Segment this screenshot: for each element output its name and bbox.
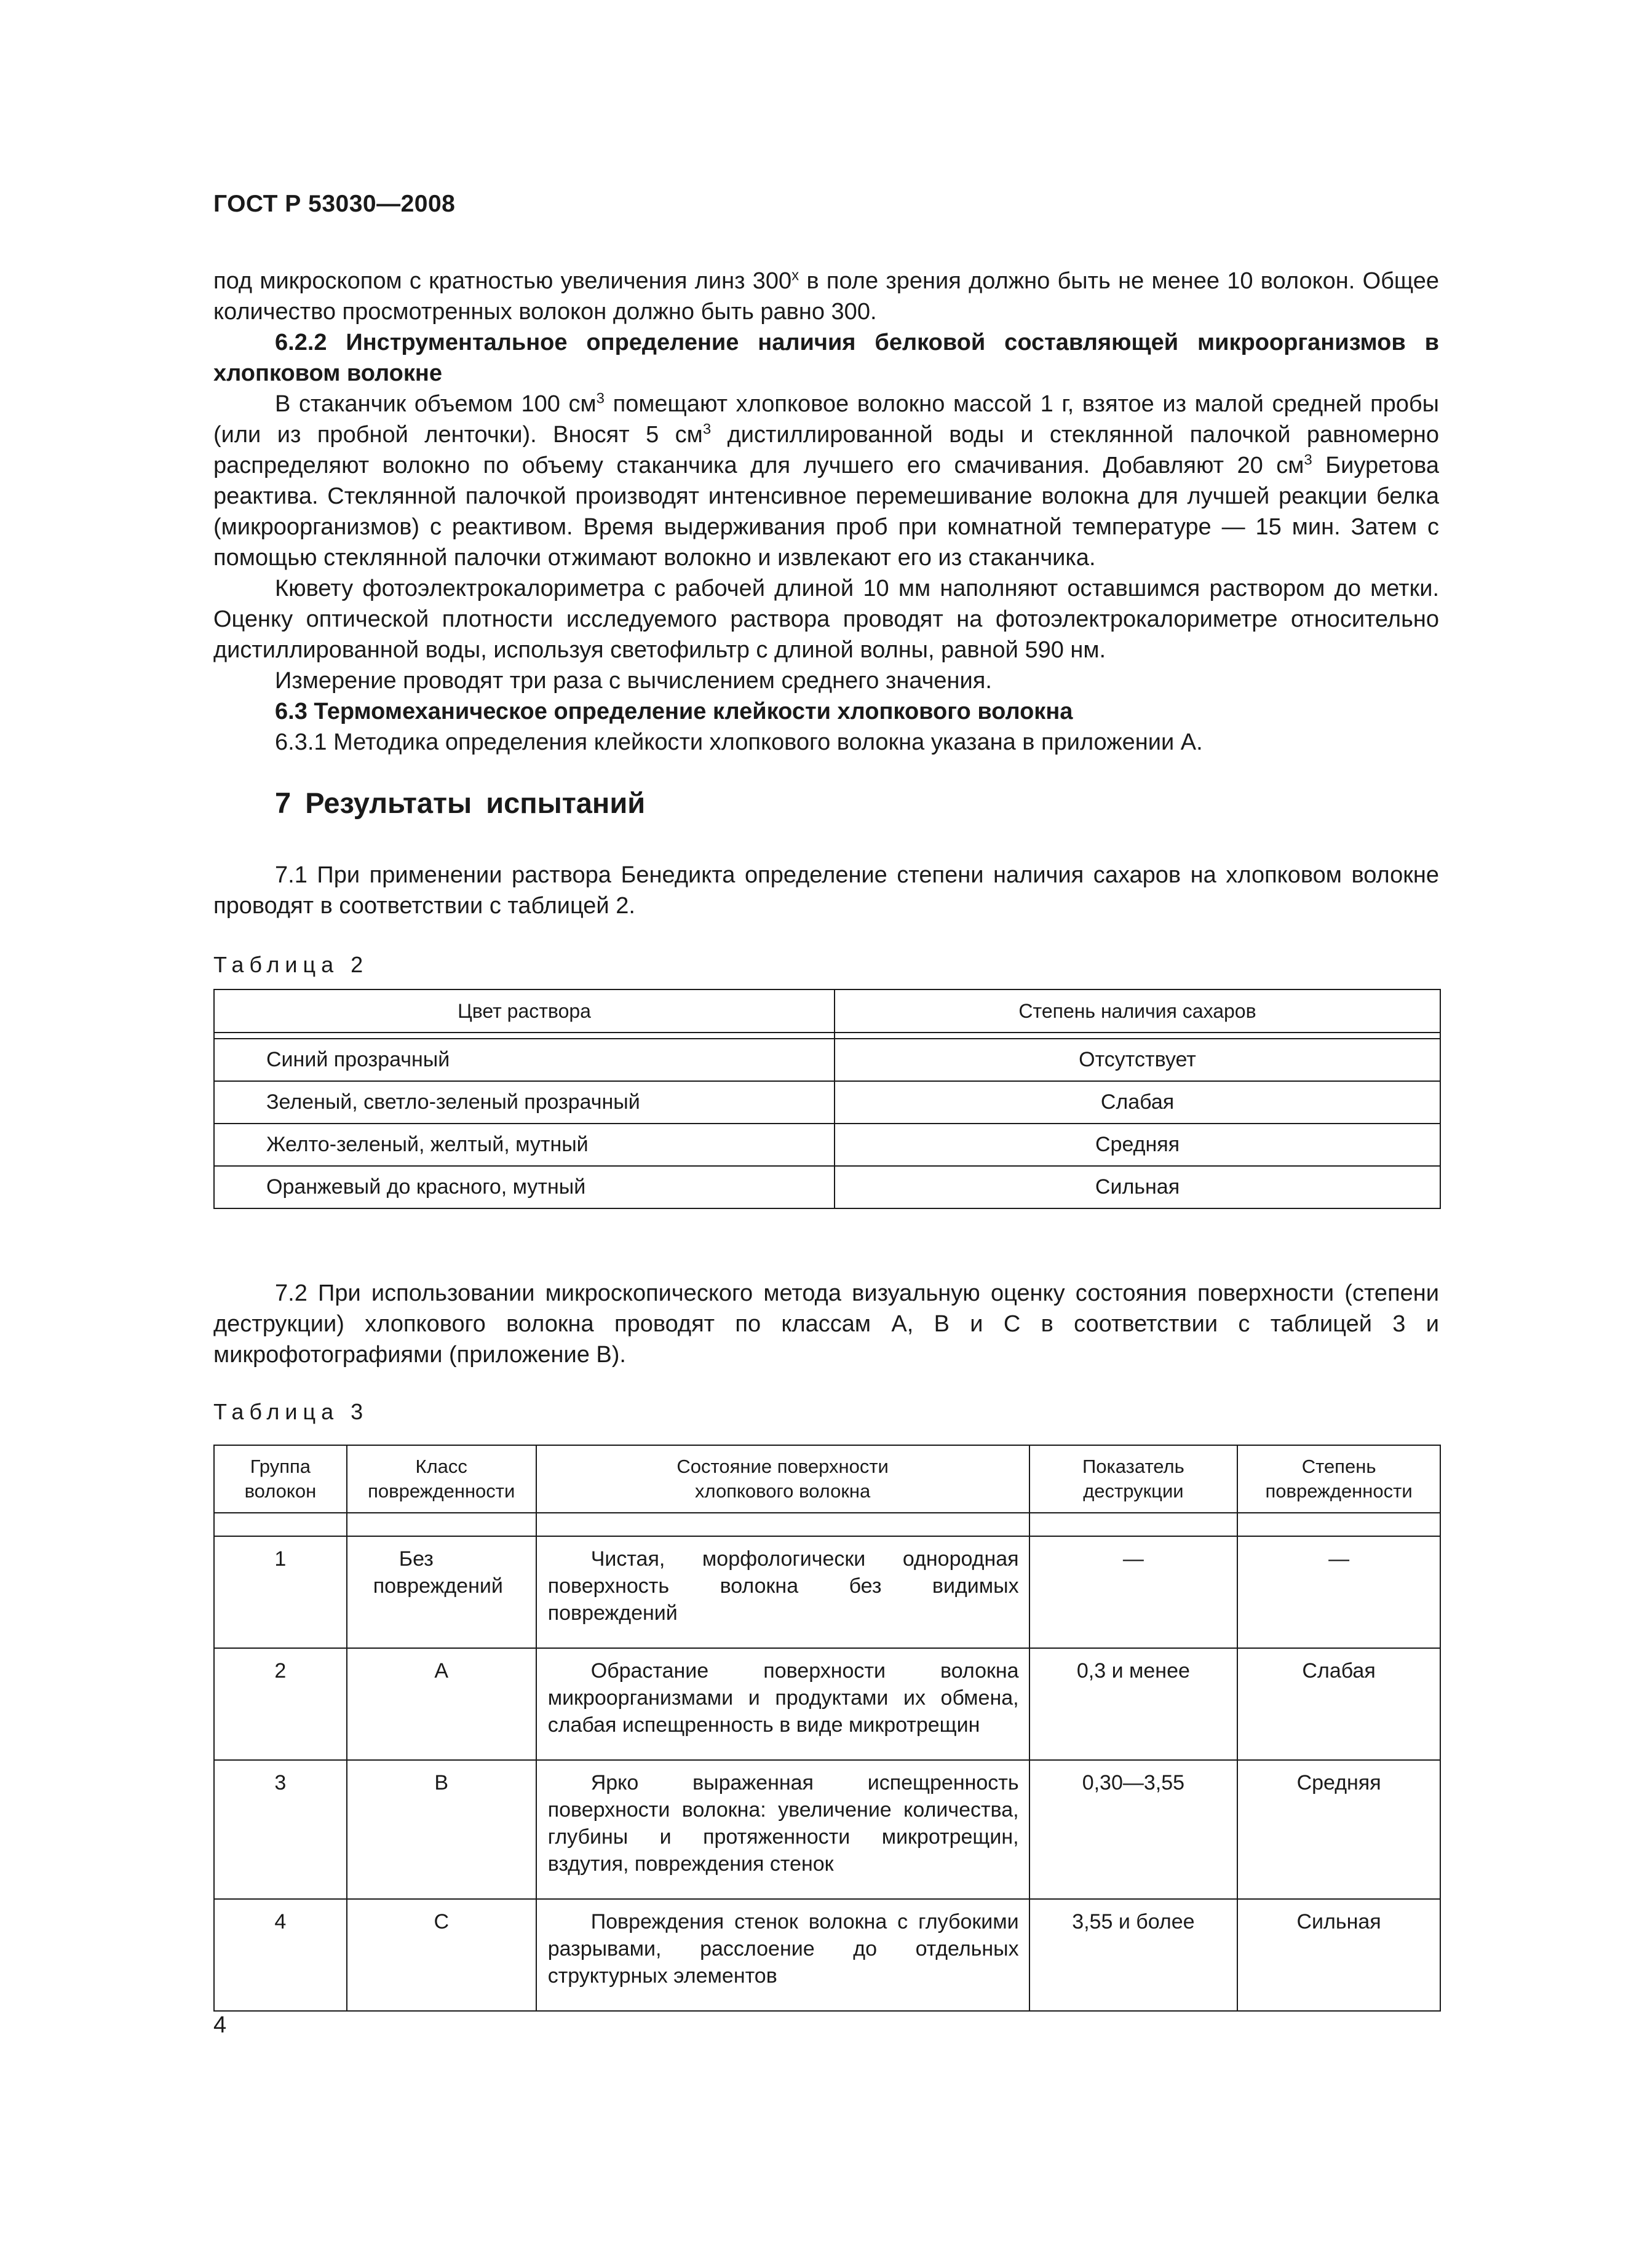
heading-6-2-2: 6.2.2 Инструментальное определение наличия белковой составляющей микроорганизмов в хлопковом волокне [213,330,1439,386]
table-header-cell: Показатель деструкции [1029,1445,1238,1513]
table-2 [213,989,1441,1209]
table-cell: А [347,1648,536,1760]
paragraph-cuvette: Кювету фотоэлектрокалориметра с рабочей длиной 10 мм наполняют оставшимся раствором до метки. Оценку оптической плотности исследуемого раствора проводят на фотоэлектрокалориметре относительно дистиллированной воды, используя светофильтр с длиной волны, равной 590 нм. [213,576,1439,663]
table-header-cell: Степень наличия сахаров [835,989,1440,1033]
paragraph-7-1: 7.1 При применении раствора Бенедикта определение степени наличия сахаров на хлопковом волокне проводят в соответствии с таблицей 2. [213,862,1439,919]
document-header: ГОСТ Р 53030—2008 [213,191,456,217]
table-cell: 0,3 и менее [1029,1648,1238,1760]
table-row [214,1899,1440,2011]
table-cell: 0,30—3,55 [1029,1760,1238,1899]
table-cell: Обрастание поверхности волокна микроорганизмами и продуктами их обмена, слабая испещренность в виде микротрещин [536,1648,1029,1760]
table-separator [214,1513,1440,1536]
paragraph-6-3-1: 6.3.1 Методика определения клейкости хлопкового волокна указана в приложении А. [275,729,1203,755]
table-separator [214,1033,1440,1039]
table-3-label: Таблица 3 [213,1399,369,1424]
table-cell: Средняя [835,1124,1440,1166]
table-2-label: Таблица 2 [213,952,369,977]
table-row [214,1536,1440,1648]
table-cell: Чистая, морфологически однородная поверхность волокна без видимых повреждений [536,1536,1029,1648]
paragraph-7-2: 7.2 При использовании микроскопического метода визуальную оценку состояния поверхности (степени деструкции) хлопкового волокна проводят по классам А, В и С в соответствии с таблицей 3 и микрофотографиями (приложение В). [213,1280,1439,1368]
section-7-heading: 7 Результаты испытаний [275,787,646,819]
table-cell: В [347,1760,536,1899]
table-header-cell: Цвет раствора [214,989,835,1033]
paragraph-microscope: под микроскопом с кратностью увеличения линз 300$^x$ в поле зрения должно быть не менее 10 волокон. Общее количество просмотренных волокон должно быть равно 300. [213,267,1439,325]
table-cell: — [1029,1536,1238,1648]
table-row [214,1166,1440,1208]
table-row [214,1124,1440,1166]
table-header-cell: Класс поврежденности [347,1445,536,1513]
table-cell: Без повреждений [347,1536,536,1648]
heading-6-3: 6.3 Термомеханическое определение клейкости хлопкового волокна [275,699,1073,724]
table-cell: 3 [214,1760,347,1899]
table-cell: 4 [214,1899,347,2011]
table-cell: Синий прозрачный [214,1039,835,1081]
table-row [214,1039,1440,1081]
table-cell: Слабая [835,1081,1440,1124]
table-cell: Повреждения стенок волокна с глубокими разрывами, расслоение до отдельных структурных элементов [536,1899,1029,2011]
table-cell: Средняя [1237,1760,1440,1899]
table-header-cell: Состояние поверхности хлопкового волокна [536,1445,1029,1513]
table-3 [213,1445,1441,2012]
table-cell: Сильная [1237,1899,1440,2011]
table-cell: 3,55 и более [1029,1899,1238,2011]
table-header-row [214,989,1440,1033]
table-cell: Слабая [1237,1648,1440,1760]
paragraph-7-1-block [213,860,1439,921]
table-header-row [214,1445,1440,1513]
table-cell: 1 [214,1536,347,1648]
paragraph-biuret: В стаканчик объемом 100 $см^3$ помещают хлопковое волокно массой 1 г, взятое из малой средней пробы (или из пробной ленточки). Вносят 5 $см^3$ дистиллированной воды и стеклянной палочкой равномерно распределяют волокно по объему стаканчика для лучшего его смачивания. Добавляют 20 $см^3$ Биуретова реактива. Стеклянной палочкой производят интенсивное перемешивание волокна для лучшей реакции белка (микроорганизмов) с реактивом. Время выдерживания проб при комнатной температуре — 15 мин. Затем с помощью стеклянной палочки отжимают волокно и извлекают его из стаканчика. [213,390,1439,571]
table-row [214,1081,1440,1124]
table-cell: Сильная [835,1166,1440,1208]
table-cell: — [1237,1536,1440,1648]
table-cell: Зеленый, светло-зеленый прозрачный [214,1081,835,1124]
table-row [214,1760,1440,1899]
table-header-cell: Степень поврежденности [1237,1445,1440,1513]
paragraph-measurement: Измерение проводят три раза с вычислением среднего значения. [275,668,992,694]
table-header-cell: Группа волокон [214,1445,347,1513]
table-cell: С [347,1899,536,2011]
table-cell: Оранжевый до красного, мутный [214,1166,835,1208]
table-cell: 2 [214,1648,347,1760]
paragraph-7-2-block [213,1278,1439,1370]
page-number: 4 [213,2012,227,2038]
table-row [214,1648,1440,1760]
table-cell: Желто-зеленый, желтый, мутный [214,1124,835,1166]
table-cell: Отсутствует [835,1039,1440,1081]
body-text-block [213,266,1439,758]
table-cell: Ярко выраженная испещренность поверхности волокна: увеличение количества, глубины и протяженности микротрещин, вздутия, повреждения стенок [536,1760,1029,1899]
